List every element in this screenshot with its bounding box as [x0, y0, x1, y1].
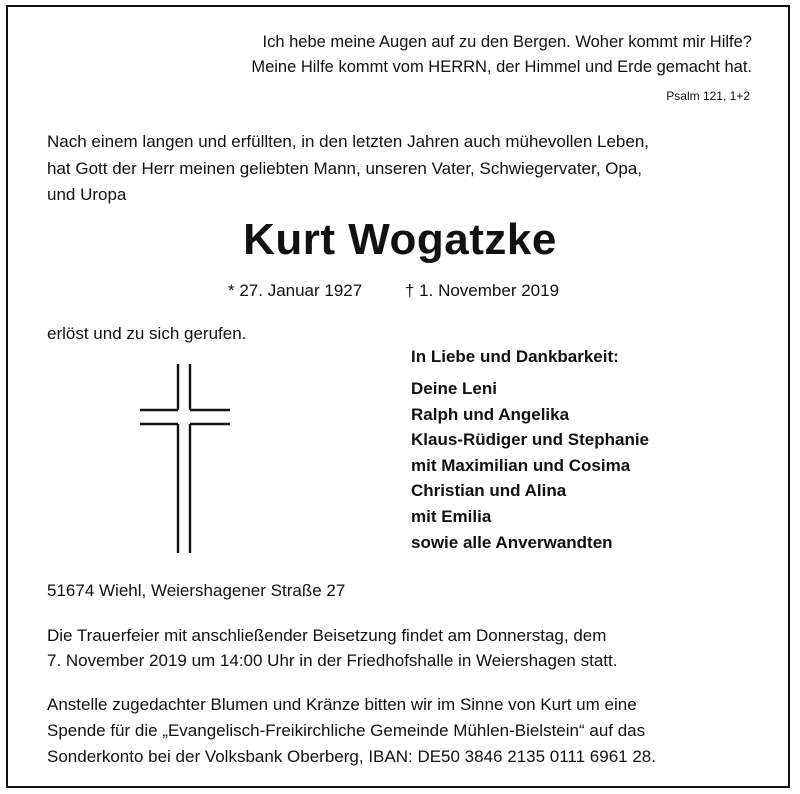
funeral-line-2: 7. November 2019 um 14:00 Uhr in der Friedhofshalle in Weiershagen statt. — [47, 651, 618, 670]
mourner-name: Klaus-Rüdiger und Stephanie — [411, 430, 650, 449]
released-text: erlöst und zu sich gerufen. — [47, 324, 247, 343]
mourner-name: sowie alle Anverwandten — [411, 533, 613, 552]
mourner-name: mit Maximilian und Cosima — [411, 456, 631, 475]
mourner-name: mit Emilia — [411, 507, 492, 526]
intro-line-2: hat Gott der Herr meinen geliebten Mann, unseren Vater, Schwiegervater, Opa, — [47, 159, 643, 178]
birth-date: * 27. Januar 1927 — [228, 281, 363, 300]
cross-icon — [140, 364, 232, 554]
donation-line-2: Spende für die „Evangelisch-Freikirchliche Gemeinde Mühlen-Bielstein“ auf das — [47, 721, 646, 740]
psalm-reference: Psalm 121, 1+2 — [666, 89, 750, 103]
deceased-name: Kurt Wogatzke — [243, 215, 557, 264]
donation-line-1: Anstelle zugedachter Blumen und Kränze bitten wir im Sinne von Kurt um eine — [47, 695, 637, 714]
intro-line-3: und Uropa — [47, 185, 127, 204]
donation-line-3: Sonderkonto bei der Volksbank Oberberg, IBAN: DE50 3846 2135 0111 6961 28. — [47, 747, 656, 766]
mourner-name: Deine Leni — [411, 379, 497, 398]
mourner-name: Ralph und Angelika — [411, 405, 570, 424]
intro-line-1: Nach einem langen und erfüllten, in den letzten Jahren auch mühevollen Leben, — [47, 132, 650, 151]
mourners-heading: In Liebe und Dankbarkeit: — [411, 347, 619, 366]
psalm-line-1: Ich hebe meine Augen auf zu den Bergen. Woher kommt mir Hilfe? — [262, 33, 752, 51]
funeral-line-1: Die Trauerfeier mit anschließender Beisetzung findet am Donnerstag, dem — [47, 626, 607, 645]
death-date: † 1. November 2019 — [405, 281, 560, 300]
mourner-name: Christian und Alina — [411, 481, 567, 500]
psalm-line-2: Meine Hilfe kommt vom HERRN, der Himmel und Erde gemacht hat. — [251, 58, 752, 76]
address: 51674 Wiehl, Weiershagener Straße 27 — [47, 581, 346, 600]
